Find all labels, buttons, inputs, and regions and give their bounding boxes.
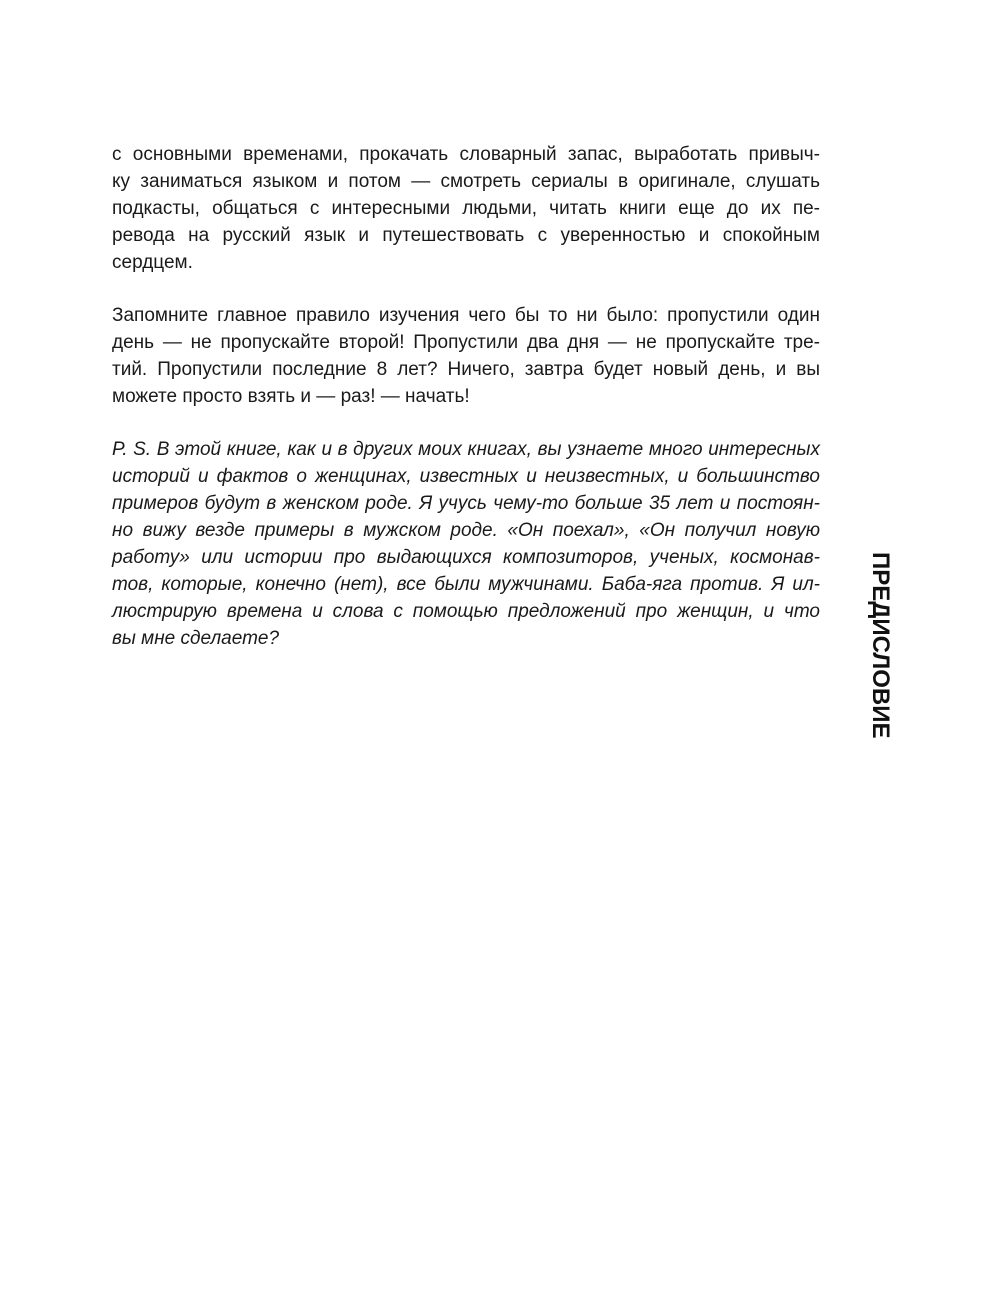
text-line: Запомните главное правило изучения чего бы то ни было: пропустили один — [112, 305, 820, 326]
text-line: тий. Пропустили последние 8 лет? Ничего, завтра будет новый день, и вы — [112, 359, 820, 380]
text-line: день — не пропускайте второй! Пропустили два дня — не пропускайте тре- — [112, 332, 820, 353]
text-line: ревода на русский язык и путешествовать с уверенностью и спокойным — [112, 225, 820, 246]
text-line: люстрирую времена и слова с помощью предложений про женщин, и что — [112, 601, 820, 622]
chapter-side-title: ПРЕДИСЛОВИЕ — [867, 552, 894, 739]
text-line: можете просто взять и — раз! — начать! — [112, 386, 470, 407]
postscript-paragraph — [112, 436, 820, 652]
text-line: работу» или истории про выдающихся композиторов, ученых, космонав- — [112, 547, 820, 568]
text-line: с основными временами, прокачать словарный запас, выработать привыч- — [112, 144, 820, 165]
text-line: подкасты, общаться с интересными людьми, читать книги еще до их пе- — [112, 198, 820, 219]
text-line: историй и фактов о женщинах, известных и неизвестных, и большинство — [112, 466, 820, 487]
body-text — [112, 141, 820, 678]
text-line: ку заниматься языком и потом — смотреть сериалы в оригинале, слушать — [112, 171, 820, 192]
paragraph-1 — [112, 141, 820, 276]
text-line: P. S. В этой книге, как и в других моих книгах, вы узнаете много интересных — [112, 439, 820, 460]
paragraph-2 — [112, 302, 820, 410]
text-line: сердцем. — [112, 252, 193, 273]
text-line: тов, которые, конечно (нет), все были мужчинами. Баба-яга против. Я ил- — [112, 574, 820, 595]
text-line: но вижу везде примеры в мужском роде. «Он поехал», «Он получил новую — [112, 520, 820, 541]
text-line: примеров будут в женском роде. Я учусь чему-то больше 35 лет и постоян- — [112, 493, 820, 514]
text-line: вы мне сделаете? — [112, 628, 280, 649]
